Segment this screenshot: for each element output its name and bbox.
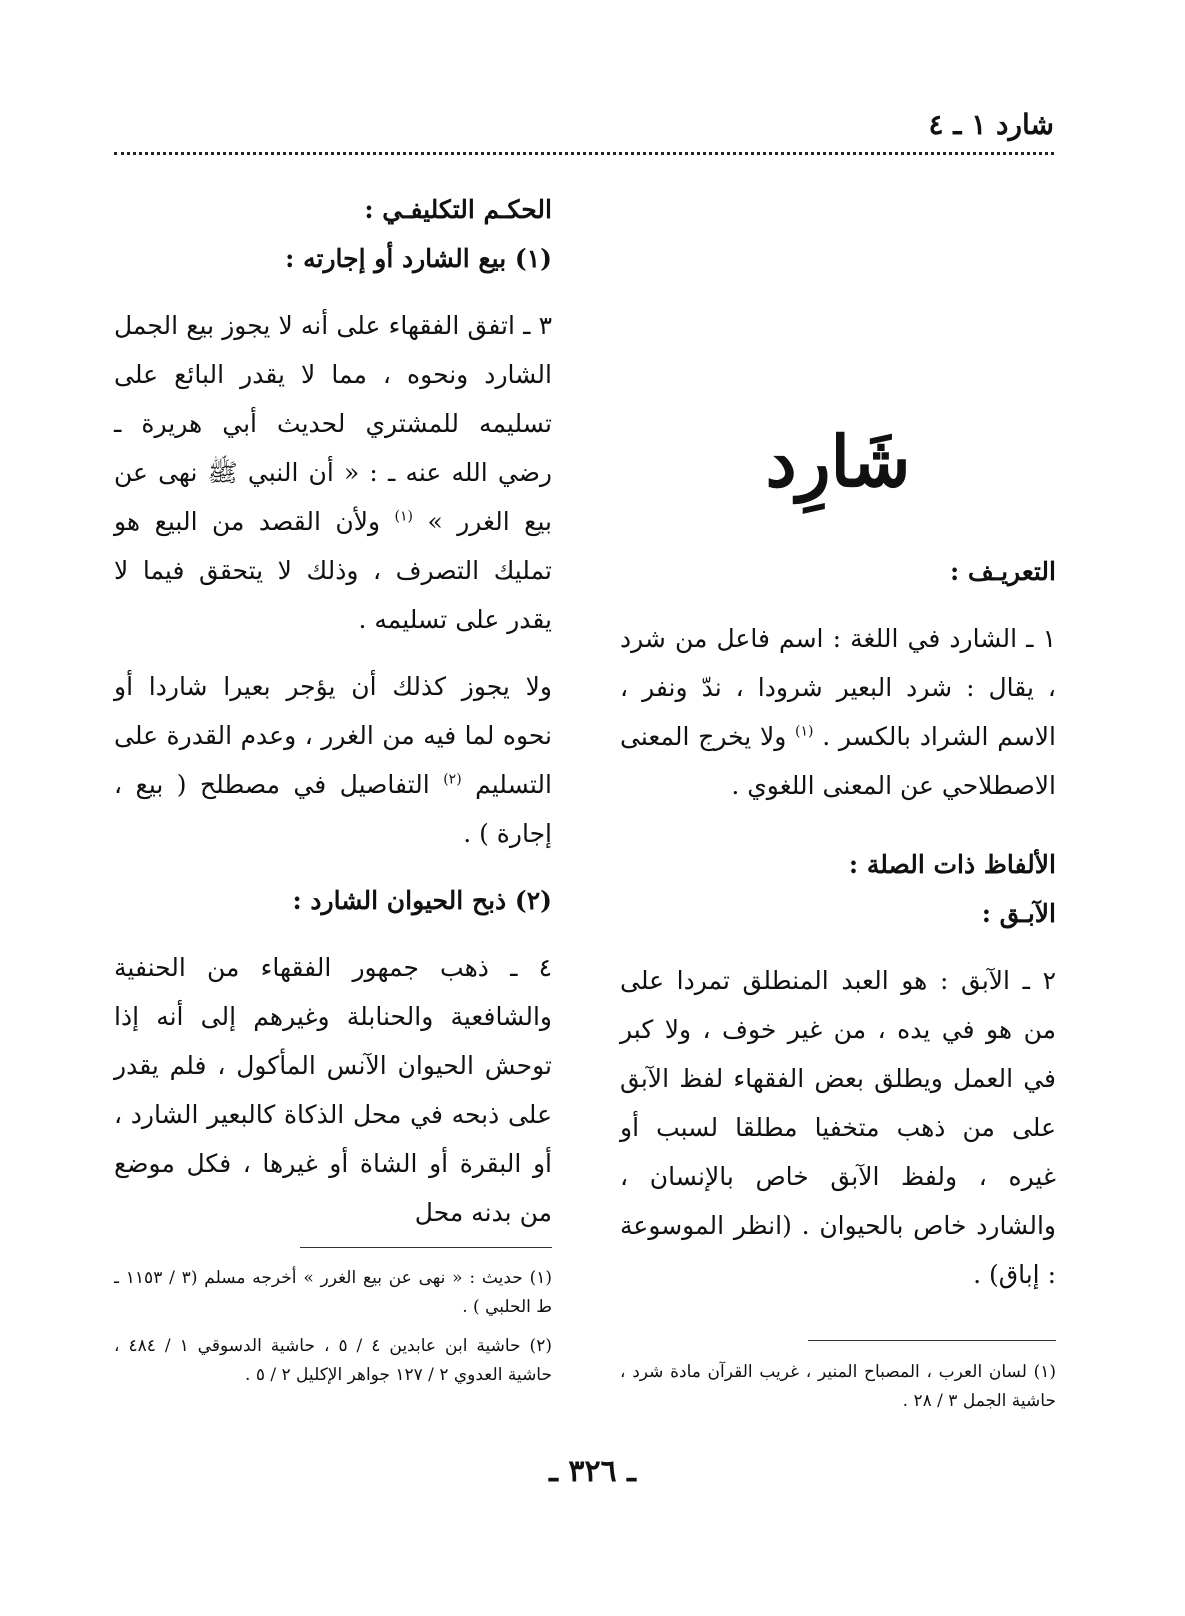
footnote-ref: (١) xyxy=(394,508,413,525)
footnote-separator-right xyxy=(808,1340,1056,1341)
footnote-left-1: (١) حديث : « نهى عن بيع الغرر » أخرجه مسلم (٣ / ١١٥٣ ـ ط الحلبي ) . xyxy=(114,1268,552,1317)
ruling-heading: الحكـم التكليفـي : xyxy=(364,195,552,224)
header-dotted-rule xyxy=(114,152,1054,155)
subsection-1-heading: (١) بيع الشارد أو إجارته : xyxy=(285,244,552,273)
paragraph-1-tail: ولا يخرج المعنى الاصطلاحي عن المعنى اللغوي . xyxy=(620,722,1056,800)
paragraph-5: ٤ ـ ذهب جمهور الفقهاء من الحنفية والشافعية والحنابلة وغيرهم إلى أنه إذا توحش الحيوان الآنس المأكول ، فلم يقدر على ذبحه في محل الذكاة كالبعير الشارد ، أو البقرة أو الشاة أو غيرها ، فكل موضع من بدنه محل xyxy=(114,953,552,1227)
entry-title: شَارِد xyxy=(765,420,911,503)
subsection-2-heading: (٢) ذبح الحيوان الشارد : xyxy=(292,886,552,915)
paragraph-4-text: ولا يجوز كذلك أن يؤجر بعيرا شاردا أو نحوه لما فيه من الغرر ، وعدم القدرة على التسليم xyxy=(114,672,552,799)
paragraph-4 xyxy=(114,662,552,858)
paragraph-1-text: ١ ـ الشارد في اللغة : اسم فاعل من شرد ، يقال : شرد البعير شرودا ، ندّ ونفر ، الاسم الشراد بالكسر . xyxy=(620,624,1056,751)
footnote-right-1: (١) لسان العرب ، المصباح المنير ، غريب القرآن مادة شرد ، حاشية الجمل ٣ / ٢٨ . xyxy=(620,1362,1056,1411)
footnotes-left xyxy=(114,1264,552,1390)
paragraph-1 xyxy=(620,614,1056,810)
paragraph-3-text: ٣ ـ اتفق الفقهاء على أنه لا يجوز بيع الجمل الشارد ونحوه ، مما لا يقدر البائع على تسليمه للمشتري لحديث أبي هريرة ـ رضي الله عنه ـ : « أن النبي ﷺ نهى عن بيع الغرر » xyxy=(114,311,552,536)
footnote-ref: (٢) xyxy=(443,771,462,788)
abiq-heading: الآبـق : xyxy=(981,899,1056,928)
footnotes-right xyxy=(620,1358,1056,1416)
left-column xyxy=(114,185,552,1237)
footnote-ref: (١) xyxy=(795,723,814,740)
footnote-left-2: (٢) حاشية ابن عابدين ٤ / ٥ ، حاشية الدسوقي ١ / ٤٨٤ ، حاشية العدوي ٢ / ١٢٧ جواهر الإكليل ٢ / ٥ . xyxy=(114,1336,552,1385)
right-column xyxy=(620,185,1056,1299)
definition-heading: التعريـف : xyxy=(949,557,1056,586)
paragraph-3-tail: ولأن القصد من البيع هو تمليك التصرف ، وذلك لا يتحقق فيما لا يقدر على تسليمه . xyxy=(114,507,552,634)
paragraph-3 xyxy=(114,301,552,644)
paragraph-4-tail: التفاصيل في مصطلح ( بيع ، إجارة ) . xyxy=(114,770,552,848)
running-header: شارد ١ ـ ٤ xyxy=(928,108,1054,141)
page-number: ـ ٣٢٦ ـ xyxy=(549,1454,636,1489)
related-terms-heading: الألفاظ ذات الصلة : xyxy=(848,850,1056,879)
footnote-separator-left xyxy=(300,1247,552,1248)
paragraph-2: ٢ ـ الآبق : هو العبد المنطلق تمردا على من هو في يده ، من غير خوف ، ولا كبر في العمل ويطلق بعض الفقهاء لفظ الآبق على من ذهب متخفيا مطلقا لسبب أو غيره ، ولفظ الآبق خاص بالإنسان ، والشارد خاص بالحيوان . (انظر الموسوعة : إباق) . xyxy=(620,966,1056,1289)
